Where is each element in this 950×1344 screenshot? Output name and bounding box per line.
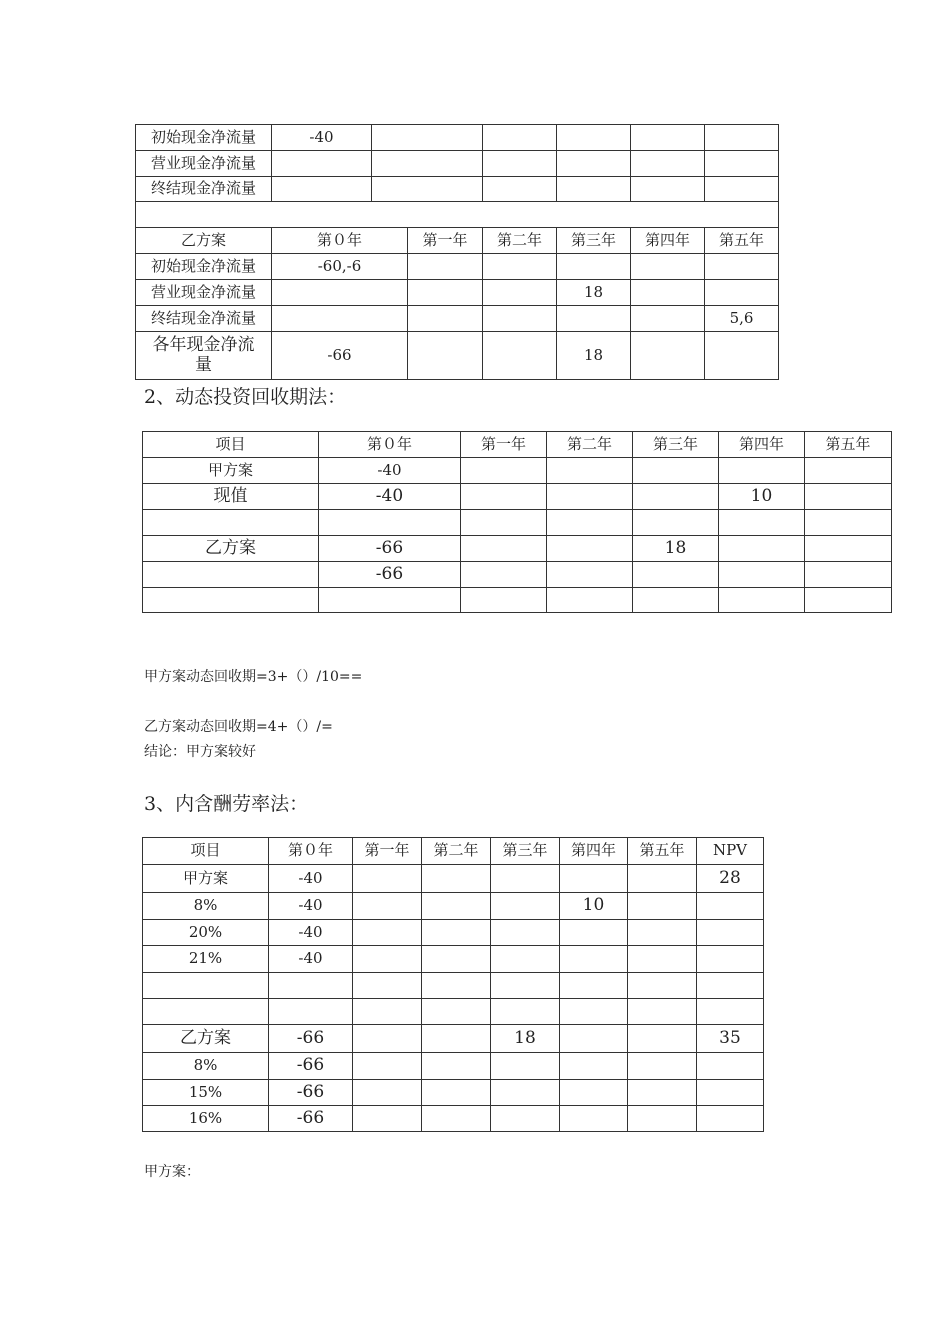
row-label: 初始现金净流量 xyxy=(136,125,272,151)
cell xyxy=(719,562,805,588)
row-label: 营业现金净流量 xyxy=(136,280,272,306)
cell xyxy=(272,280,408,306)
header-cell: 项目 xyxy=(143,838,269,865)
cell xyxy=(143,973,269,999)
cell xyxy=(408,332,483,380)
cell xyxy=(483,125,557,151)
cell xyxy=(557,306,631,332)
header-cell: 第一年 xyxy=(461,432,547,458)
cell xyxy=(560,1106,628,1132)
cell xyxy=(143,510,319,536)
cell xyxy=(560,1080,628,1106)
cell xyxy=(628,1053,697,1080)
header-cell: 第四年 xyxy=(631,228,705,254)
cell xyxy=(483,306,557,332)
section-heading: 3、内含酬劳率法： xyxy=(144,793,309,815)
table-row xyxy=(143,458,892,484)
cell: 甲方案 xyxy=(143,458,319,484)
table-row xyxy=(143,484,892,510)
table-row xyxy=(143,1106,764,1132)
table-row xyxy=(136,125,779,151)
cell xyxy=(353,893,422,920)
cell: -66 xyxy=(269,1106,353,1132)
header-cell: 第三年 xyxy=(491,838,560,865)
cell xyxy=(557,177,631,202)
header-cell: 乙方案 xyxy=(136,228,272,254)
table-row xyxy=(143,1053,764,1080)
footer-text: 甲方案： xyxy=(144,1164,200,1180)
table-row xyxy=(143,536,892,562)
cell: -40 xyxy=(269,865,353,893)
cell xyxy=(560,973,628,999)
cell xyxy=(560,1053,628,1080)
cell: -66 xyxy=(272,332,408,380)
table-header-row xyxy=(136,228,779,254)
cell xyxy=(491,920,560,946)
cell xyxy=(631,332,705,380)
cell: 28 xyxy=(697,865,764,893)
cell xyxy=(560,920,628,946)
cell xyxy=(353,920,422,946)
cell xyxy=(705,254,779,280)
cell xyxy=(422,1080,491,1106)
header-cell: 第四年 xyxy=(560,838,628,865)
cell xyxy=(491,893,560,920)
cell xyxy=(628,999,697,1025)
cell: 21% xyxy=(143,946,269,973)
cell xyxy=(491,1053,560,1080)
cell xyxy=(547,458,633,484)
cell: 16% xyxy=(143,1106,269,1132)
cell xyxy=(805,484,892,510)
header-cell: 第五年 xyxy=(628,838,697,865)
payback-table xyxy=(142,431,892,613)
cell xyxy=(628,1025,697,1053)
cell: -40 xyxy=(269,893,353,920)
cell xyxy=(491,973,560,999)
cell xyxy=(557,125,631,151)
cell xyxy=(353,1053,422,1080)
row-label: 终结现金净流量 xyxy=(136,306,272,332)
cell: -60,-6 xyxy=(272,254,408,280)
cell: -66 xyxy=(269,1025,353,1053)
cell xyxy=(143,999,269,1025)
table-row xyxy=(143,562,892,588)
table-row xyxy=(136,177,779,202)
cell xyxy=(353,1025,422,1053)
cell: -66 xyxy=(319,536,461,562)
cell xyxy=(143,588,319,613)
cell xyxy=(628,973,697,999)
cell: 乙方案 xyxy=(143,1025,269,1053)
cell xyxy=(143,562,319,588)
cell xyxy=(422,865,491,893)
cell xyxy=(705,177,779,202)
table-row xyxy=(143,510,892,536)
header-cell: NPV xyxy=(697,838,764,865)
cell xyxy=(408,254,483,280)
cell xyxy=(705,151,779,177)
header-cell: 第五年 xyxy=(805,432,892,458)
header-cell: 项目 xyxy=(143,432,319,458)
cash-flow-table xyxy=(135,124,779,380)
cell: 18 xyxy=(557,332,631,380)
header-cell: 第三年 xyxy=(633,432,719,458)
cell xyxy=(805,458,892,484)
irr-table xyxy=(142,837,764,1132)
cell xyxy=(557,254,631,280)
cell xyxy=(353,946,422,973)
header-cell: 第二年 xyxy=(483,228,557,254)
cell xyxy=(547,588,633,613)
cell xyxy=(461,458,547,484)
cell xyxy=(631,280,705,306)
cell xyxy=(628,865,697,893)
cell: -40 xyxy=(269,946,353,973)
table-header-row xyxy=(143,432,892,458)
cell xyxy=(560,999,628,1025)
cell xyxy=(697,893,764,920)
cell xyxy=(697,946,764,973)
cell: 8% xyxy=(143,1053,269,1080)
cell xyxy=(422,1025,491,1053)
cell xyxy=(461,536,547,562)
cell xyxy=(719,458,805,484)
table-row xyxy=(143,588,892,613)
cell xyxy=(422,920,491,946)
cell xyxy=(628,1080,697,1106)
table-row xyxy=(143,946,764,973)
empty-cell xyxy=(136,202,779,228)
cell xyxy=(633,562,719,588)
cell xyxy=(631,306,705,332)
cell xyxy=(372,151,483,177)
cell xyxy=(408,280,483,306)
yi-payback-formula: 乙方案动态回收期=4+（）/= xyxy=(144,719,333,735)
cell: -40 xyxy=(319,458,461,484)
row-label: 终结现金净流量 xyxy=(136,177,272,202)
cell xyxy=(272,306,408,332)
header-cell: 第０年 xyxy=(319,432,461,458)
spacer-row xyxy=(136,202,779,228)
cell xyxy=(633,484,719,510)
cell xyxy=(491,865,560,893)
header-cell: 第五年 xyxy=(705,228,779,254)
table-row xyxy=(143,1025,764,1053)
cell xyxy=(547,536,633,562)
cell xyxy=(633,588,719,613)
cell xyxy=(372,177,483,202)
cell xyxy=(491,999,560,1025)
cell xyxy=(422,946,491,973)
table-header-row xyxy=(143,838,764,865)
cell xyxy=(372,125,483,151)
cell xyxy=(461,588,547,613)
cell xyxy=(422,999,491,1025)
cell: 甲方案 xyxy=(143,865,269,893)
cell xyxy=(408,306,483,332)
cell xyxy=(633,510,719,536)
cell xyxy=(461,484,547,510)
cell xyxy=(805,562,892,588)
table-row xyxy=(136,332,779,380)
cell xyxy=(461,510,547,536)
table-row xyxy=(143,920,764,946)
cell xyxy=(422,1106,491,1132)
cell xyxy=(628,893,697,920)
cell: 18 xyxy=(557,280,631,306)
conclusion-text: 结论：甲方案较好 xyxy=(144,744,256,760)
cell: 20% xyxy=(143,920,269,946)
cell: 15% xyxy=(143,1080,269,1106)
cell xyxy=(805,510,892,536)
cell xyxy=(628,946,697,973)
cell xyxy=(705,125,779,151)
header-cell: 第０年 xyxy=(269,838,353,865)
cell xyxy=(719,536,805,562)
cell xyxy=(719,588,805,613)
cell xyxy=(547,484,633,510)
cell xyxy=(697,973,764,999)
cell xyxy=(557,151,631,177)
cell xyxy=(697,1053,764,1080)
cell xyxy=(491,1106,560,1132)
cell: -40 xyxy=(272,125,372,151)
cell xyxy=(805,536,892,562)
cell xyxy=(628,1106,697,1132)
cell xyxy=(719,510,805,536)
cell: 8% xyxy=(143,893,269,920)
cell xyxy=(697,920,764,946)
cell: 10 xyxy=(560,893,628,920)
header-cell: 第一年 xyxy=(353,838,422,865)
cell xyxy=(353,973,422,999)
cell xyxy=(353,999,422,1025)
cell xyxy=(697,1106,764,1132)
cell xyxy=(628,920,697,946)
cell xyxy=(353,1080,422,1106)
cell xyxy=(705,280,779,306)
cell: -40 xyxy=(319,484,461,510)
row-label: 营业现金净流量 xyxy=(136,151,272,177)
cell xyxy=(631,125,705,151)
header-cell: 第二年 xyxy=(422,838,491,865)
table-row xyxy=(136,306,779,332)
cell xyxy=(272,151,372,177)
table-row xyxy=(136,151,779,177)
cell xyxy=(805,588,892,613)
cell xyxy=(422,973,491,999)
cell: -66 xyxy=(269,1053,353,1080)
cell: -66 xyxy=(319,562,461,588)
table-row xyxy=(143,893,764,920)
table-row xyxy=(143,999,764,1025)
cell xyxy=(483,280,557,306)
section-heading: 2、动态投资回收期法： xyxy=(144,386,347,408)
header-cell: 第０年 xyxy=(272,228,408,254)
table-row xyxy=(136,254,779,280)
cell xyxy=(483,254,557,280)
cell: 5,6 xyxy=(705,306,779,332)
cell xyxy=(422,893,491,920)
cell: 18 xyxy=(491,1025,560,1053)
cell: -66 xyxy=(269,1080,353,1106)
row-label: 初始现金净流量 xyxy=(136,254,272,280)
cell xyxy=(319,588,461,613)
cell xyxy=(697,999,764,1025)
table-row xyxy=(143,1080,764,1106)
table-row xyxy=(136,280,779,306)
cell xyxy=(631,177,705,202)
cell xyxy=(422,1053,491,1080)
header-cell: 第三年 xyxy=(557,228,631,254)
table-row xyxy=(143,865,764,893)
header-cell: 第一年 xyxy=(408,228,483,254)
cell xyxy=(491,1080,560,1106)
cell: 10 xyxy=(719,484,805,510)
cell xyxy=(483,151,557,177)
cell xyxy=(697,1080,764,1106)
cell xyxy=(631,151,705,177)
cell xyxy=(272,177,372,202)
header-cell: 第四年 xyxy=(719,432,805,458)
cell: 乙方案 xyxy=(143,536,319,562)
cell xyxy=(547,562,633,588)
cell xyxy=(560,865,628,893)
cell xyxy=(631,254,705,280)
cell xyxy=(353,1106,422,1132)
cell xyxy=(633,458,719,484)
cell xyxy=(483,177,557,202)
cell xyxy=(547,510,633,536)
cell xyxy=(705,332,779,380)
jia-payback-formula: 甲方案动态回收期=3+（）/10== xyxy=(144,669,363,685)
cell xyxy=(353,865,422,893)
cell xyxy=(269,973,353,999)
row-label: 各年现金净流量 xyxy=(136,332,272,380)
cell: 现值 xyxy=(143,484,319,510)
header-cell: 第二年 xyxy=(547,432,633,458)
cell xyxy=(491,946,560,973)
cell xyxy=(483,332,557,380)
cell xyxy=(560,1025,628,1053)
cell xyxy=(269,999,353,1025)
cell xyxy=(461,562,547,588)
cell: 35 xyxy=(697,1025,764,1053)
cell xyxy=(560,946,628,973)
table-row xyxy=(143,973,764,999)
cell: 18 xyxy=(633,536,719,562)
cell: -40 xyxy=(269,920,353,946)
cell xyxy=(319,510,461,536)
